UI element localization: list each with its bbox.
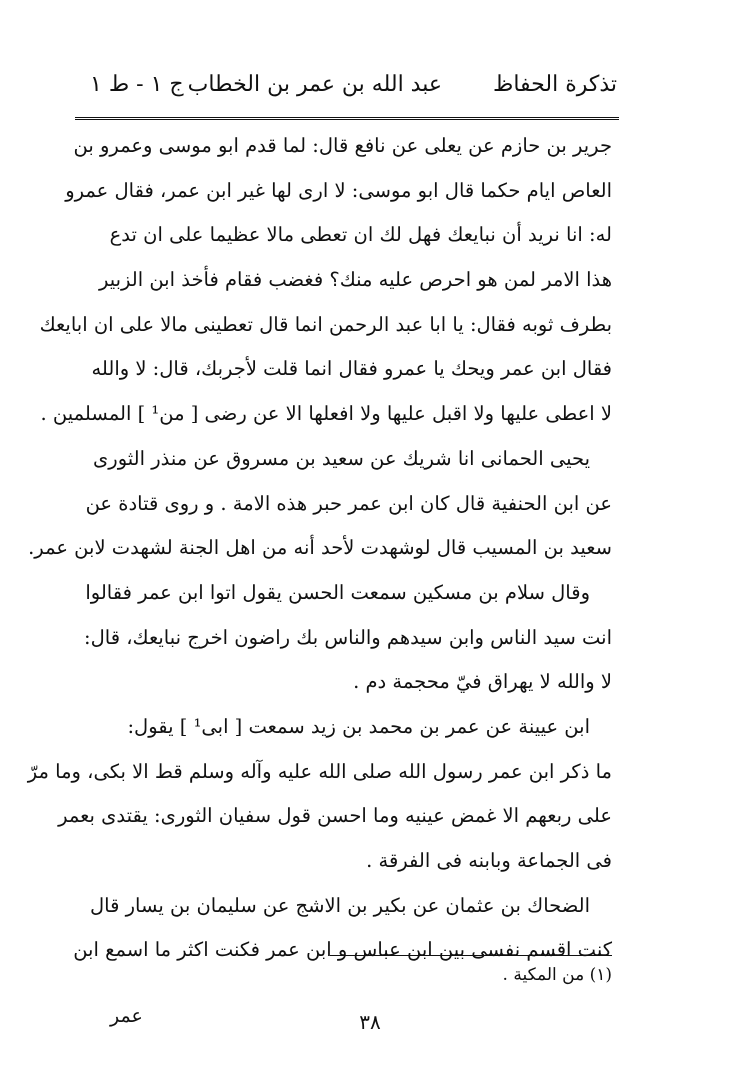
text-line: سعيد بن المسيب قال لوشهدت لأحد أنه من اهل الجنة لشهدت لابن عمر.: [28, 536, 612, 560]
text-line: يحيى الحمانى انا شريك عن سعيد بن مسروق عن منذر الثورى: [93, 446, 590, 470]
text-line: على ربعهم الا غمض عينيه وما احسن قول سفيان الثورى: يقتدى بعمر: [58, 804, 612, 828]
page-number: ٣٨: [359, 1010, 381, 1034]
footnote: (١) من المكية .: [502, 965, 612, 985]
text-line: كنت اقسم نفسى بين ابن عباس و ابن عمر فكنت اكثر ما اسمع ابن: [73, 938, 612, 962]
text-line: فى الجماعة وبابنه فى الفرقة .: [366, 849, 612, 872]
text-line: ابن عيينة عن عمر بن محمد بن زيد سمعت [ ابى¹ ] يقول:: [127, 714, 590, 738]
text-line: عن ابن الحنفية قال كان ابن عمر حبر هذه الامة . و روى قتادة عن: [85, 491, 612, 515]
volume-info: ج ١ - ط ١: [90, 72, 184, 97]
body-text: [27, 124, 612, 973]
text-line: لا اعطى عليها ولا اقبل عليها ولا افعلها الا عن رضى [ من¹ ] المسلمين .: [40, 402, 612, 426]
header-rule: [75, 117, 619, 120]
text-line: جرير بن حازم عن يعلى عن نافع قال: لما قدم ابو موسى وعمرو بن: [73, 134, 612, 157]
footnote-rule: [330, 955, 612, 956]
entry-title: عبد الله بن عمر بن الخطاب: [187, 72, 442, 97]
text-line: الضحاك بن عثمان عن بكير بن الاشج عن سليمان بن يسار قال: [89, 893, 590, 917]
text-line: انت سيد الناس وابن سيدهم والناس بك راضون اخرج نبايعك، قال:: [84, 625, 612, 649]
text-line: العاص ايام حكما قال ابو موسى: لا ارى لها غير ابن عمر، فقال عمرو: [65, 178, 612, 202]
page-header: [75, 72, 617, 112]
text-line: وقال سلام بن مسكين سمعت الحسن يقول اتوا ابن عمر فقالوا: [85, 580, 590, 604]
text-line: لا والله لا يهراق فيّ محجمة دم .: [353, 670, 612, 694]
text-line: فقال ابن عمر ويحك يا عمرو فقال انما قلت لأجربك، قال: لا والله: [91, 357, 612, 381]
text-line: بطرف ثوبه فقال: يا ابا عبد الرحمن انما قال تعطينى مالا على ان ابايعك: [39, 312, 612, 336]
text-line: هذا الامر لمن هو احرص عليه منك؟ فغضب فقام فأخذ ابن الزبير: [98, 268, 612, 292]
text-line: ما ذكر ابن عمر رسول الله صلى الله عليه وآله وسلم قط الا بكى، وما مرّ: [27, 759, 612, 783]
catchword: عمر: [110, 1005, 143, 1027]
text-line: له: انا نريد أن نبايعك فهل لك ان تعطى مالا عظيما على ان تدع: [109, 223, 612, 247]
book-title: تذكرة الحفاظ: [493, 72, 617, 97]
